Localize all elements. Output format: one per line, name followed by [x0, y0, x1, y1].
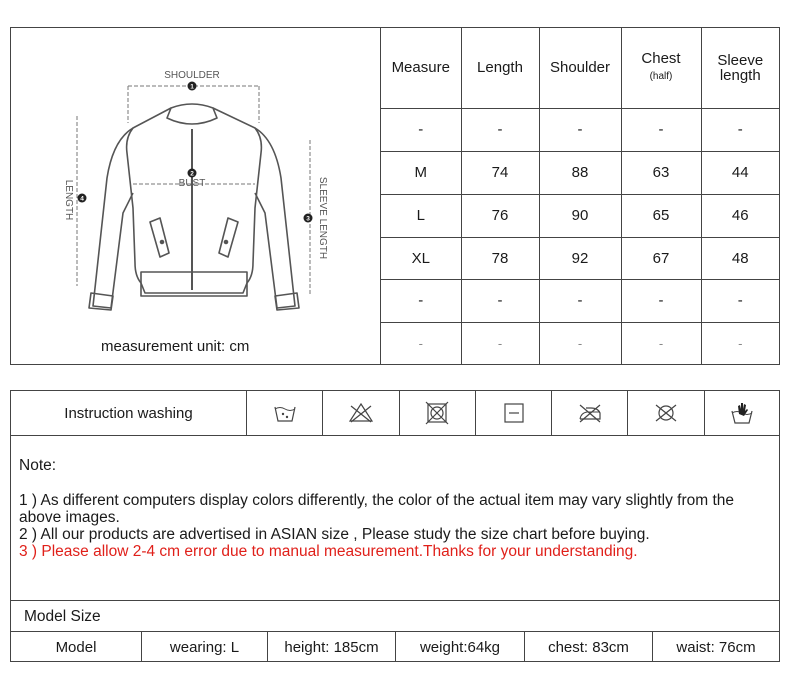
header-length: Length [461, 28, 539, 108]
table-cell: 78 [461, 237, 539, 279]
header-measure: Measure [381, 28, 461, 108]
table-cell: - [381, 108, 461, 151]
table-cell: - [701, 279, 779, 322]
length-label: LENGTH [63, 179, 74, 221]
dry-flat-icon [501, 400, 527, 426]
washing-instructions [10, 390, 780, 436]
model-chest-cell: chest: 83cm [525, 632, 653, 662]
table-cell: - [621, 322, 701, 364]
sleeve-length-label: SLEEVE LENGTH [317, 176, 328, 260]
do-not-tumble-dry-icon [424, 400, 450, 426]
size-table [381, 28, 779, 364]
marker-2: 2 [190, 170, 194, 178]
size-table-header [381, 28, 779, 108]
marker-3: 3 [306, 215, 310, 223]
table-cell: L [381, 194, 461, 237]
model-weight-cell: weight:64kg [396, 632, 525, 662]
table-cell: M [381, 151, 461, 194]
table-cell: 65 [621, 194, 701, 237]
hand-wash-only-icon [729, 400, 755, 426]
table-cell: 46 [701, 194, 779, 237]
bust-label: BUST [178, 178, 206, 189]
wash-cell [476, 391, 552, 435]
table-cell: - [621, 108, 701, 151]
table-cell: 90 [539, 194, 621, 237]
table-cell: 76 [461, 194, 539, 237]
model-wearing-cell: wearing: L [142, 632, 268, 662]
header-sleeve-label-2: length [719, 66, 761, 84]
header-sleeve [701, 28, 779, 108]
table-cell: - [539, 322, 621, 364]
washing-label: Instruction washing [11, 391, 247, 435]
model-waist-cell: waist: 76cm [676, 638, 756, 656]
table-cell: 48 [701, 237, 779, 279]
note-line-3: 3 ) Please allow 2-4 cm error due to manual measurement.Thanks for your understanding. [19, 543, 638, 560]
table-row [381, 279, 779, 322]
wash-cell [400, 391, 476, 435]
header-chest [621, 28, 701, 108]
notes-box [10, 435, 780, 601]
table-row [381, 108, 779, 151]
header-chest-label: Chest [641, 50, 681, 68]
table-row [381, 151, 779, 194]
shoulder-label: SHOULDER [164, 70, 220, 81]
model-size-box [10, 600, 780, 662]
wash-cell [628, 391, 704, 435]
model-size-row [11, 632, 779, 662]
table-cell: - [461, 108, 539, 151]
marker-4: 4 [80, 195, 84, 203]
jacket-illustration [11, 28, 381, 364]
table-cell: - [701, 322, 779, 364]
do-not-dry-clean-icon [653, 400, 679, 426]
wash-cell [247, 391, 323, 435]
note-title: Note: [19, 457, 57, 474]
table-cell: - [539, 108, 621, 151]
table-cell: 63 [621, 151, 701, 194]
table-cell: 44 [701, 151, 779, 194]
table-cell: 67 [621, 237, 701, 279]
header-sleeve-label-1: Sleeve [717, 51, 764, 69]
do-not-bleach-icon [348, 400, 374, 426]
table-cell: - [461, 322, 539, 364]
header-shoulder: Shoulder [539, 28, 621, 108]
table-cell: 88 [539, 151, 621, 194]
marker-1: 1 [190, 83, 194, 91]
table-cell: - [701, 108, 779, 151]
table-cell: - [539, 279, 621, 322]
table-cell: XL [381, 237, 461, 279]
table-row [381, 237, 779, 279]
wash-cell [323, 391, 399, 435]
model-height-cell: height: 185cm [268, 632, 396, 662]
iron-low-icon [577, 400, 603, 426]
table-cell: - [461, 279, 539, 322]
measurement-unit-label: measurement unit: cm [101, 338, 250, 355]
table-cell: 92 [539, 237, 621, 279]
note-line-2: 2 ) All our products are advertised in ASIAN size , Please study the size chart before buying. [19, 526, 650, 543]
table-cell: - [418, 335, 423, 351]
hand-wash-icon [272, 400, 298, 426]
wash-cell [705, 391, 779, 435]
table-row [381, 194, 779, 237]
table-cell: - [621, 279, 701, 322]
model-cell: Model [11, 632, 142, 662]
table-cell: - [381, 279, 461, 322]
table-cell: 74 [461, 151, 539, 194]
wash-cell [552, 391, 628, 435]
size-chart-box [10, 27, 780, 365]
table-row [381, 322, 779, 364]
note-line-1: 1 ) As different computers display colors differently, the color of the actual item may vary slightly from the above images. [19, 492, 735, 526]
jacket-diagram [11, 28, 381, 364]
model-size-title: Model Size [11, 601, 779, 632]
header-chest-sub: (half) [649, 71, 673, 83]
